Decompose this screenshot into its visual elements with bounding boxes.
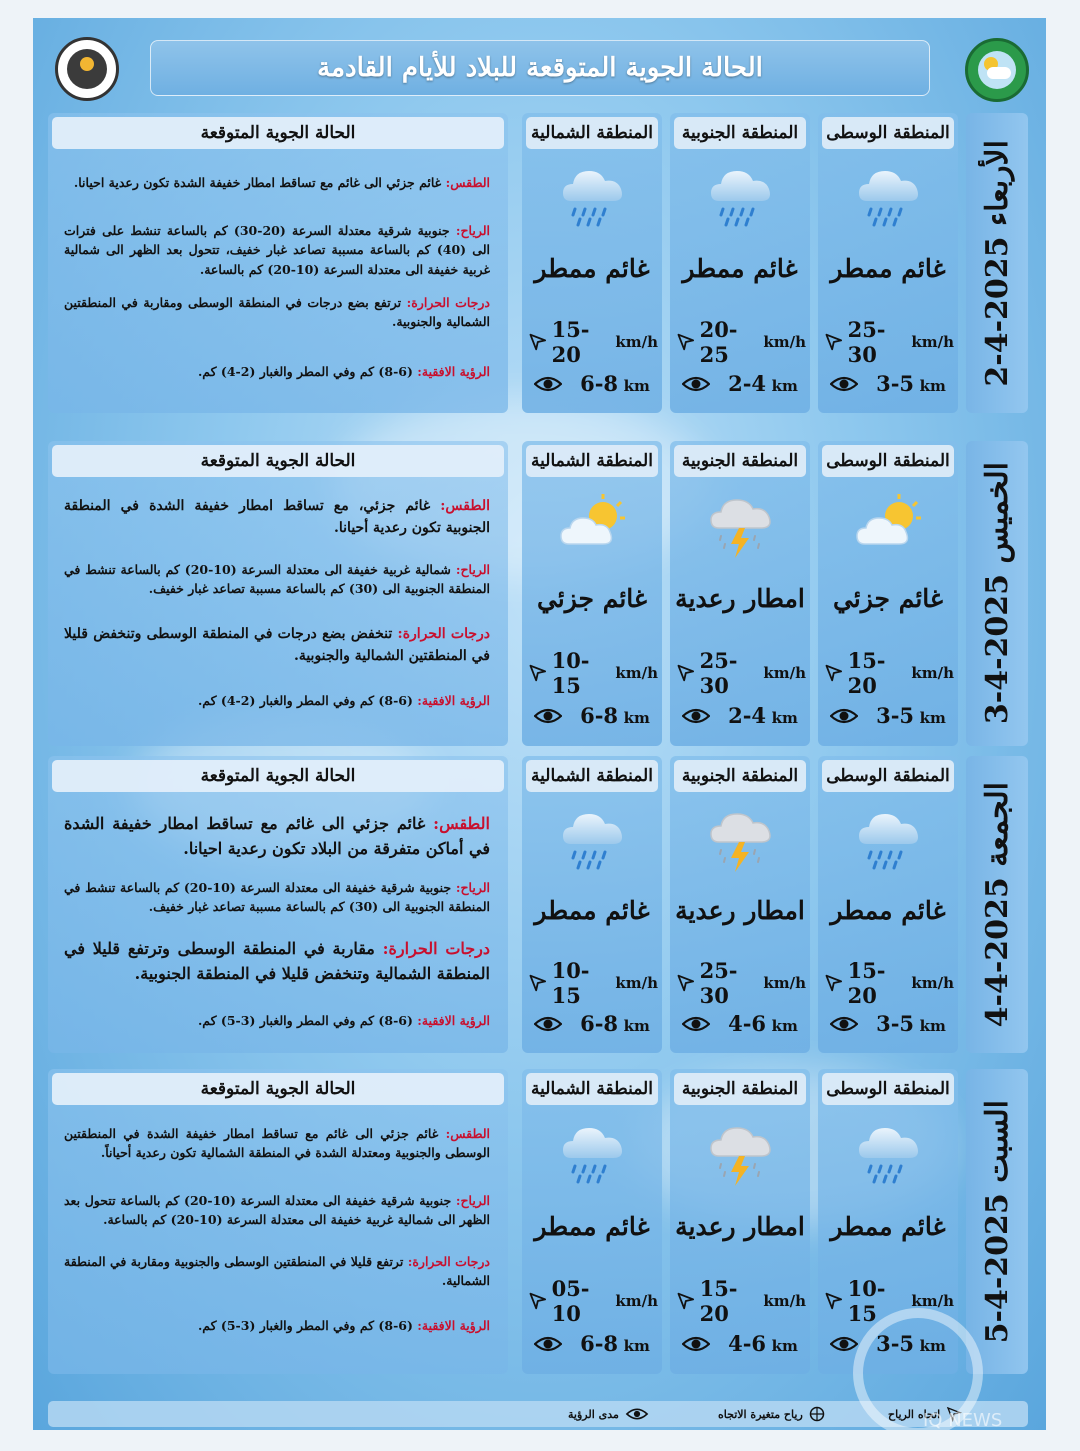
wind-text: جنوبية شرقية خفيفة الى معتدلة السرعة (10-20) كم بالساعة تتحول بعد الظهر الى شمالية غربية خفيفة الى معتدلة السرعة (10-20) كم بالساعة.: [64, 1193, 490, 1228]
header-bar: [150, 40, 930, 96]
visibility-unit: km: [623, 709, 650, 728]
wind-speed-value: 05-10: [551, 1276, 590, 1327]
visibility: [670, 1011, 810, 1036]
day-date: الخميس 2025-4-3: [979, 462, 1015, 725]
ministry-logo: [965, 38, 1029, 102]
forecast-visibility: [64, 1316, 490, 1335]
wind-speed: [528, 317, 658, 367]
wind-speed-unit: km/h: [615, 973, 658, 992]
wind-label: الرياح:: [455, 561, 490, 577]
weather-text: غائم جزئي الى غائم مع تساقط امطار خفيفة الشدة في المنطقتين الوسطى والجنوبية ومعتدلة الشدة في المنطقة الشمالية تكون رعدية أحياناً.: [64, 1125, 490, 1161]
date-box: [966, 441, 1028, 746]
visibility: [670, 703, 810, 728]
visibility-unit: km: [623, 1017, 650, 1036]
region-card: [670, 113, 810, 413]
rain-cloud-icon: [853, 161, 925, 233]
visibility-unit: km: [919, 1017, 946, 1036]
page-title: الحالة الجوية المتوقعة للبلاد للأيام القادمة: [317, 53, 763, 83]
wind-arrow-icon: [528, 662, 548, 684]
region-card: [522, 1069, 662, 1374]
rain-cloud-icon: [557, 804, 629, 876]
region-card: [670, 441, 810, 746]
region-name: المنطقة الشمالية: [526, 760, 658, 792]
region-name: المنطقة الوسطى: [822, 1073, 954, 1105]
wind-speed-unit: km/h: [911, 664, 954, 683]
forecast-title: الحالة الجوية المتوقعة: [52, 445, 504, 477]
eye-icon: [682, 1015, 710, 1033]
forecast-weather: [64, 812, 490, 862]
day-date: الأربعاء 2025-4-2: [979, 139, 1015, 387]
temperature-text: تنخفض بضع درجات في المنطقة الوسطى وتنخفض قليلا في المنطقتين الشمالية والجنوبية.: [64, 626, 490, 664]
temperature-label: درجات الحرارة:: [406, 295, 490, 310]
legend-visibility-label: مدى الرؤية: [568, 1407, 619, 1421]
wind-speed: [528, 648, 658, 698]
wind-arrow-icon: [528, 972, 548, 994]
day-date: الجمعة 2025-4-4: [979, 781, 1015, 1028]
wind-speed-value: 15-20: [847, 957, 886, 1008]
visibility-text: (6-8) كم وفي المطر والغبار (3-5) كم.: [197, 1013, 413, 1029]
region-name: المنطقة الوسطى: [822, 117, 954, 149]
visibility-label: الرؤية الافقية:: [417, 364, 490, 379]
visibility-label: الرؤية الافقية:: [417, 1013, 490, 1029]
legend-variable-wind-label: رياح متغيرة الاتجاه: [718, 1407, 803, 1421]
weather-label: الطقس:: [445, 175, 490, 190]
wind-label: الرياح:: [455, 223, 491, 238]
eye-icon: [830, 375, 858, 393]
visibility-value: 3-5: [876, 1011, 915, 1037]
wind-arrow-icon: [676, 662, 696, 684]
wind-arrow-icon: [528, 1290, 548, 1312]
forecast-wind: [64, 1191, 490, 1230]
forecast-temperature: [64, 293, 490, 332]
region-name: المنطقة الشمالية: [526, 1073, 658, 1105]
wind-speed-unit: km/h: [615, 333, 658, 351]
eye-icon: [830, 1335, 858, 1353]
thunderstorm-icon: [705, 804, 777, 876]
visibility-value: 6-8: [580, 1331, 619, 1357]
day-row: [48, 441, 1028, 746]
weather-condition: غائم ممطر: [830, 895, 946, 925]
legend-visibility: [568, 1401, 649, 1427]
wind-speed-unit: km/h: [763, 973, 806, 992]
visibility-unit: km: [919, 709, 946, 728]
legend-variable-wind: [718, 1401, 825, 1427]
wind-arrow-icon: [676, 972, 696, 994]
visibility-unit: km: [919, 1337, 946, 1356]
weather-condition: امطار رعدية: [675, 1212, 805, 1242]
wind-label: الرياح:: [455, 879, 490, 895]
temperature-label: درجات الحرارة:: [397, 626, 490, 642]
weather-text: غائم جزئي، مع تساقط امطار خفيفة الشدة في المنطقة الجنوبية تكون رعدية أحيانا.: [64, 497, 490, 536]
forecast-temperature: [64, 1252, 490, 1291]
visibility-text: (6-8) كم وفي المطر والغبار (2-4) كم.: [197, 693, 413, 709]
region-name: المنطقة الشمالية: [526, 445, 658, 477]
wind-speed-value: 25-30: [699, 957, 738, 1008]
region-name: المنطقة الجنوبية: [674, 445, 806, 477]
visibility-value: 3-5: [876, 703, 915, 729]
visibility-value: 4-6: [728, 1331, 767, 1357]
wind-speed: [824, 648, 954, 698]
region-name: المنطقة الجنوبية: [674, 1073, 806, 1105]
visibility-value: 2-4: [728, 371, 767, 396]
day-row: [48, 756, 1028, 1053]
weather-text: غائم جزئي الى غائم مع تساقط امطار خفيفة الشدة تكون رعدية احيانا.: [73, 175, 442, 190]
visibility-unit: km: [623, 1337, 650, 1356]
forecast-weather: [64, 1124, 490, 1163]
watermark-text: IQ NEWS: [923, 1410, 1003, 1430]
forecast-temperature: [64, 624, 490, 667]
weather-condition: غائم ممطر: [682, 254, 798, 283]
region-name: المنطقة الجنوبية: [674, 760, 806, 792]
compass-icon: [809, 1406, 825, 1422]
forecast-panel: [48, 441, 508, 746]
forecast-weather: [64, 496, 490, 539]
weather-condition: امطار رعدية: [675, 584, 805, 614]
day-date: السبت 2025-4-5: [979, 1099, 1015, 1344]
forecast-panel: [48, 1069, 508, 1374]
weather-text: غائم جزئي الى غائم مع تساقط امطار خفيفة الشدة في أماكن متفرقة من البلاد تكون رعدية احيانا.: [64, 814, 490, 859]
forecast-wind: [64, 878, 490, 917]
weather-condition: غائم جزئي: [536, 584, 648, 614]
visibility-value: 3-5: [876, 1331, 915, 1357]
forecast-panel: [48, 113, 508, 413]
wind-speed: [676, 958, 806, 1008]
weather-condition: غائم ممطر: [830, 254, 946, 283]
wind-speed: [676, 1276, 806, 1326]
region-name: المنطقة الوسطى: [822, 445, 954, 477]
legend-wind-direction-label: اتجاه الرياح: [888, 1407, 941, 1421]
region-card: [670, 756, 810, 1053]
eye-icon: [625, 1407, 649, 1421]
wind-speed: [528, 958, 658, 1008]
wind-speed-value: 10-15: [847, 1276, 886, 1327]
wind-arrow-icon: [528, 331, 548, 353]
wind-speed-value: 10-15: [551, 648, 590, 699]
visibility-unit: km: [771, 709, 798, 728]
wind-speed-unit: km/h: [615, 664, 658, 683]
forecast-wind: [64, 560, 490, 599]
visibility-value: 3-5: [876, 371, 915, 396]
weather-condition: غائم جزئي: [832, 584, 944, 614]
rain-cloud-icon: [557, 1118, 629, 1190]
meteorology-logo: [55, 37, 119, 101]
weather-condition: غائم ممطر: [534, 254, 650, 283]
date-box: [966, 1069, 1028, 1374]
visibility: [522, 1331, 662, 1356]
weather-condition: غائم ممطر: [534, 895, 650, 925]
wind-speed: [528, 1276, 658, 1326]
wind-speed-value: 15-20: [551, 317, 590, 367]
wind-speed-unit: km/h: [763, 664, 806, 683]
visibility-label: الرؤية الافقية:: [417, 1318, 490, 1334]
weather-condition: امطار رعدية: [675, 895, 805, 925]
wind-speed-unit: km/h: [763, 1292, 806, 1311]
wind-speed-value: 15-20: [699, 1276, 738, 1327]
visibility-unit: km: [919, 377, 946, 395]
temperature-text: ترتفع قليلا في المنطقتين الوسطى والجنوبية ومقاربة في المنطقة الشمالية.: [64, 1254, 490, 1289]
wind-arrow-icon: [824, 331, 844, 353]
wind-speed-unit: km/h: [911, 973, 954, 992]
visibility-unit: km: [771, 1017, 798, 1036]
visibility: [670, 371, 810, 396]
region-card: [522, 113, 662, 413]
weather-label: الطقس:: [445, 1125, 491, 1141]
visibility-value: 6-8: [580, 703, 619, 729]
wind-speed: [676, 317, 806, 367]
eye-icon: [534, 1015, 562, 1033]
visibility: [818, 371, 958, 396]
region-card: [522, 441, 662, 746]
eye-icon: [830, 707, 858, 725]
visibility-text: (6-8) كم وفي المطر والغبار (2-4) كم.: [197, 364, 413, 379]
weather-condition: غائم ممطر: [534, 1212, 650, 1242]
eye-icon: [682, 1335, 710, 1353]
visibility-value: 2-4: [728, 703, 767, 729]
visibility: [522, 1011, 662, 1036]
visibility: [522, 703, 662, 728]
visibility-unit: km: [771, 1337, 798, 1356]
visibility: [818, 1011, 958, 1036]
visibility-text: (6-8) كم وفي المطر والغبار (3-5) كم.: [197, 1318, 413, 1334]
region-card: [818, 113, 958, 413]
wind-speed-unit: km/h: [615, 1292, 658, 1311]
visibility-unit: km: [771, 377, 798, 395]
date-box: [966, 756, 1028, 1053]
day-row: [48, 113, 1028, 413]
forecast-title: الحالة الجوية المتوقعة: [52, 117, 504, 149]
weather-poster: [33, 18, 1046, 1430]
visibility-value: 4-6: [728, 1011, 767, 1037]
temperature-label: درجات الحرارة:: [382, 939, 490, 959]
eye-icon: [534, 1335, 562, 1353]
eye-icon: [830, 1015, 858, 1033]
region-card: [818, 441, 958, 746]
eye-icon: [534, 375, 562, 393]
wind-speed-value: 10-15: [551, 957, 590, 1008]
region-card: [818, 756, 958, 1053]
thunderstorm-icon: [705, 490, 777, 562]
forecast-panel: [48, 756, 508, 1053]
region-card: [670, 1069, 810, 1374]
eye-icon: [682, 707, 710, 725]
visibility-unit: km: [623, 377, 650, 395]
wind-speed-unit: km/h: [763, 333, 806, 351]
forecast-wind: [64, 221, 490, 279]
weather-label: الطقس:: [433, 814, 490, 834]
forecast-visibility: [64, 1011, 490, 1030]
wind-arrow-icon: [824, 972, 844, 994]
temperature-text: مقاربة في المنطقة الوسطى وترتفع قليلا في المنطقة الشمالية وتنخفض قليلا في المنطقة الجنوبية.: [64, 939, 490, 983]
wind-speed: [676, 648, 806, 698]
wind-text: شمالية غربية خفيفة الى معتدلة السرعة (10-20) كم بالساعة تنشط في المنطقة الجنوبية الى (30) كم بالساعة مسببة تصاعد غبار خفيف.: [64, 561, 490, 597]
wind-arrow-icon: [676, 1290, 696, 1312]
weather-condition: غائم ممطر: [830, 1212, 946, 1242]
wind-speed-value: 25-30: [699, 648, 738, 699]
partly-cloudy-icon: [557, 490, 629, 562]
forecast-temperature: [64, 937, 490, 987]
region-name: المنطقة الجنوبية: [674, 117, 806, 149]
wind-text: جنوبية شرقية خفيفة الى معتدلة السرعة (10-20) كم بالساعة تنشط في المنطقة الجنوبية الى (30) كم بالساعة مسببة تصاعد غبار خفيف.: [64, 879, 490, 915]
region-card: [522, 756, 662, 1053]
visibility-value: 6-8: [580, 1011, 619, 1037]
wind-speed-value: 20-25: [699, 317, 738, 367]
region-name: المنطقة الوسطى: [822, 760, 954, 792]
wind-speed: [824, 958, 954, 1008]
wind-speed-value: 15-20: [847, 648, 886, 699]
region-name: المنطقة الشمالية: [526, 117, 658, 149]
wind-arrow-icon: [824, 1290, 844, 1312]
temperature-label: درجات الحرارة:: [407, 1254, 490, 1269]
forecast-visibility: [64, 691, 490, 710]
visibility: [818, 703, 958, 728]
temperature-text: ترتفع بضع درجات في المنطقة الوسطى ومقاربة في المنطقتين الشمالية والجنوبية.: [64, 295, 490, 330]
rain-cloud-icon: [853, 804, 925, 876]
weather-label: الطقس:: [440, 497, 491, 514]
rain-cloud-icon: [557, 161, 629, 233]
eye-icon: [682, 375, 710, 393]
wind-text: جنوبية شرقية معتدلة السرعة (20-30) كم بالساعة تنشط على فترات الى (40) كم بالساعة مسببة تصاعد غبار خفيف، تتحول بعد الظهر الى شمالية غربية خفيفة الى معتدلة السرعة (10-20) كم بالساعة.: [64, 223, 491, 277]
visibility: [522, 371, 662, 396]
wind-arrow-icon: [676, 331, 696, 353]
forecast-visibility: [64, 362, 490, 381]
forecast-title: الحالة الجوية المتوقعة: [52, 760, 504, 792]
wind-speed-unit: km/h: [911, 333, 954, 351]
wind-label: الرياح:: [455, 1193, 490, 1208]
partly-cloudy-icon: [853, 490, 925, 562]
wind-arrow-icon: [824, 662, 844, 684]
visibility: [670, 1331, 810, 1356]
wind-speed-value: 25-30: [847, 317, 886, 367]
thunderstorm-icon: [705, 1118, 777, 1190]
visibility-value: 6-8: [580, 371, 619, 396]
date-box: [966, 113, 1028, 413]
wind-speed-unit: km/h: [911, 1292, 954, 1311]
wind-speed: [824, 317, 954, 367]
forecast-weather: [64, 173, 490, 192]
rain-cloud-icon: [705, 161, 777, 233]
rain-cloud-icon: [853, 1118, 925, 1190]
visibility-label: الرؤية الافقية:: [417, 693, 490, 709]
eye-icon: [534, 707, 562, 725]
forecast-title: الحالة الجوية المتوقعة: [52, 1073, 504, 1105]
